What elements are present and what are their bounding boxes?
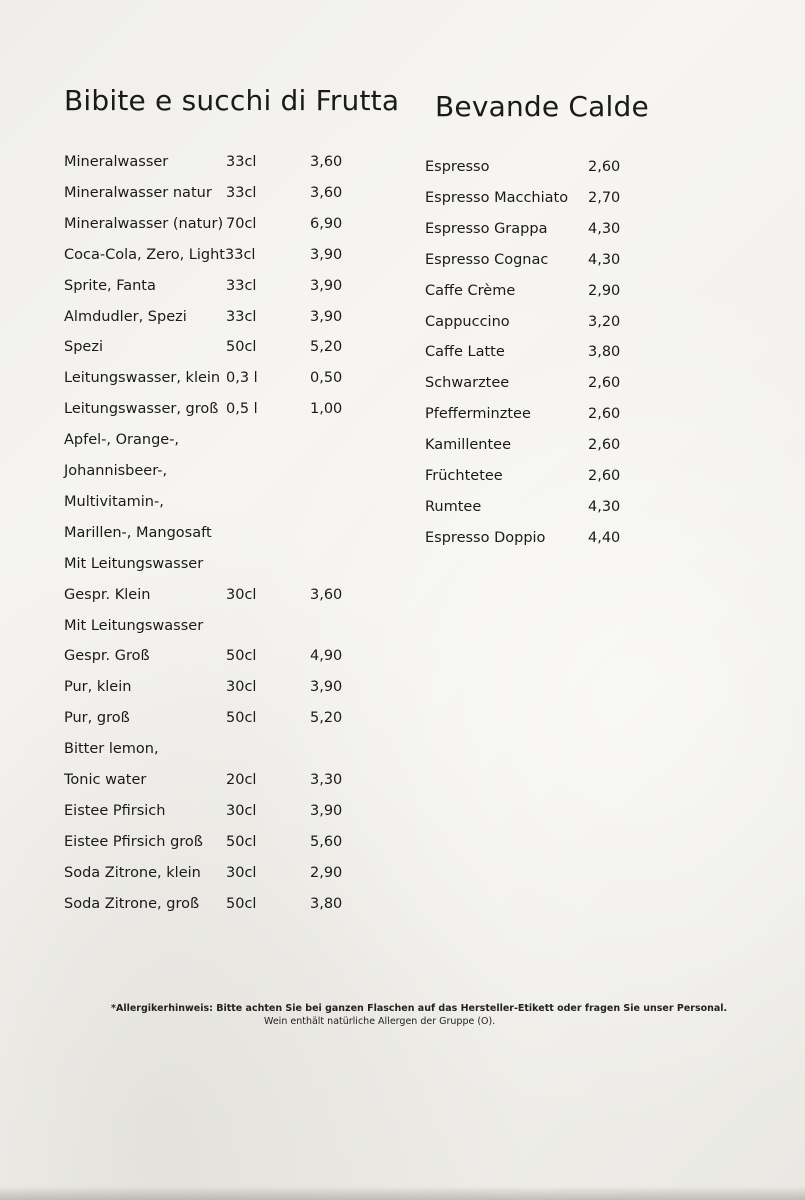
cold-drink-name: Eistee Pfirsich groß (64, 833, 203, 850)
hot-drink-price: 2,60 (588, 375, 621, 392)
cold-drink-name: Coca-Cola, Zero, Light33cl (64, 246, 256, 263)
hot-drink-price: 4,40 (588, 529, 621, 546)
cold-drink-name: Mit Leitungswasser (64, 617, 204, 634)
cold-drink-price: 2,90 (310, 864, 343, 881)
section-title-cold-drinks: Bibite e succhi di Frutta (64, 84, 400, 117)
hot-drink-price: 2,90 (588, 282, 621, 299)
cold-drink-size: 50cl (226, 710, 257, 727)
section-title-hot-drinks: Bevande Calde (435, 90, 649, 123)
cold-drink-name: Marillen-, Mangosaft (64, 524, 212, 541)
cold-drink-size: 33cl (226, 277, 257, 294)
cold-drink-size: 33cl (226, 184, 257, 201)
hot-drink-price: 2,60 (588, 406, 621, 423)
cold-drink-size: 20cl (226, 772, 257, 788)
cold-drink-size: 50cl (226, 339, 257, 356)
cold-drink-price: 3,80 (310, 895, 343, 912)
cold-drink-name: Soda Zitrone, groß (64, 895, 200, 912)
cold-drink-price: 4,90 (310, 648, 343, 665)
cold-drink-name: Soda Zitrone, klein (64, 864, 201, 881)
hot-drink-name: Espresso Macchiato (425, 189, 569, 206)
cold-drink-name: Gespr. Klein (64, 586, 151, 603)
hot-drink-name: Früchtetee (425, 468, 503, 484)
cold-drink-price: 6,90 (310, 215, 343, 232)
hot-drink-name: Cappuccino (425, 313, 510, 330)
cold-drink-price: 3,90 (310, 802, 343, 819)
cold-drink-price: 3,30 (310, 772, 343, 788)
cold-drink-price: 1,00 (310, 401, 343, 418)
hot-drink-price: 2,60 (588, 437, 621, 454)
cold-drink-size: 70cl (226, 215, 257, 232)
cold-drink-size: 33cl (226, 154, 257, 170)
cold-drink-size: 0,3 l (226, 370, 258, 387)
allergen-note: Wein enthält natürliche Allergen der Gruppe (O). (264, 1016, 496, 1027)
cold-drink-name: Mit Leitungswasser (64, 555, 204, 572)
hot-drink-price: 4,30 (588, 220, 621, 237)
cold-drink-price: 5,60 (310, 833, 343, 850)
cold-drink-size: 30cl (226, 586, 257, 603)
cold-drink-price: 3,90 (310, 679, 343, 696)
cold-drink-price: 3,90 (310, 308, 343, 325)
cold-drink-name: Apfel-, Orange-, (64, 432, 180, 449)
hot-drink-price: 3,80 (588, 344, 621, 361)
cold-drink-name: Leitungswasser, klein (64, 370, 221, 387)
cold-drink-name: Mineralwasser natur (64, 184, 212, 201)
cold-drink-name: Mineralwasser (natur) (64, 215, 224, 232)
cold-drink-price: 3,90 (310, 246, 343, 263)
hot-drink-name: Espresso Cognac (425, 251, 549, 268)
cold-drink-name: Pur, klein (64, 679, 132, 696)
cold-drink-price: 5,20 (310, 339, 343, 356)
cold-drink-price: 5,20 (310, 710, 343, 727)
cold-drink-name: Multivitamin-, (64, 493, 164, 510)
cold-drink-size: 30cl (226, 864, 257, 881)
cold-drink-name: Tonic water (64, 772, 147, 788)
cold-drink-name: Bitter lemon, (64, 741, 159, 758)
hot-drink-price: 4,30 (588, 498, 621, 515)
cold-drink-size: 50cl (226, 895, 257, 912)
hot-drink-price: 2,70 (588, 189, 621, 206)
hot-drink-name: Caffe Latte (425, 344, 505, 361)
cold-drink-price: 0,50 (310, 370, 343, 387)
hot-drink-name: Schwarztee (425, 375, 510, 392)
cold-drink-size: 0,5 l (226, 401, 258, 418)
hot-drink-name: Kamillentee (425, 437, 511, 454)
cold-drink-name: Johannisbeer-, (64, 463, 168, 479)
cold-drink-name: Eistee Pfirsich (64, 802, 166, 819)
hot-drink-name: Caffe Crème (425, 282, 516, 299)
cold-drink-size: 33cl (226, 308, 257, 325)
cold-drink-name: Pur, groß (64, 710, 130, 727)
cold-drink-size: 50cl (226, 833, 257, 850)
hot-drink-name: Espresso Grappa (425, 220, 548, 237)
cold-drink-price: 3,90 (310, 277, 343, 294)
allergy-note: *Allergikerhinweis: Bitte achten Sie bei ganzen Flaschen auf das Hersteller-Etikett oder fragen Sie unser Personal. (111, 1003, 728, 1014)
cold-drink-name: Spezi (64, 339, 103, 356)
cold-drink-size: 30cl (226, 802, 257, 819)
cold-drink-name: Leitungswasser, groß (64, 401, 219, 418)
hot-drink-price: 2,60 (588, 159, 621, 175)
hot-drink-price: 4,30 (588, 251, 621, 268)
hot-drink-name: Espresso Doppio (425, 529, 546, 546)
hot-drink-price: 3,20 (588, 313, 621, 330)
hot-drink-name: Pfefferminztee (425, 406, 531, 423)
cold-drink-price: 3,60 (310, 184, 343, 201)
hot-drink-name: Rumtee (425, 498, 482, 515)
hot-drink-name: Espresso (425, 159, 490, 175)
cold-drink-name: Mineralwasser (64, 154, 169, 170)
cold-drink-name: Sprite, Fanta (64, 277, 156, 294)
page-edge-shadow (0, 1186, 805, 1200)
cold-drink-size: 50cl (226, 648, 257, 665)
cold-drink-name: Gespr. Groß (64, 648, 150, 665)
cold-drink-price: 3,60 (310, 154, 343, 170)
hot-drink-price: 2,60 (588, 468, 621, 484)
cold-drink-price: 3,60 (310, 586, 343, 603)
cold-drink-name: Almdudler, Spezi (64, 308, 187, 325)
cold-drink-size: 30cl (226, 679, 257, 696)
